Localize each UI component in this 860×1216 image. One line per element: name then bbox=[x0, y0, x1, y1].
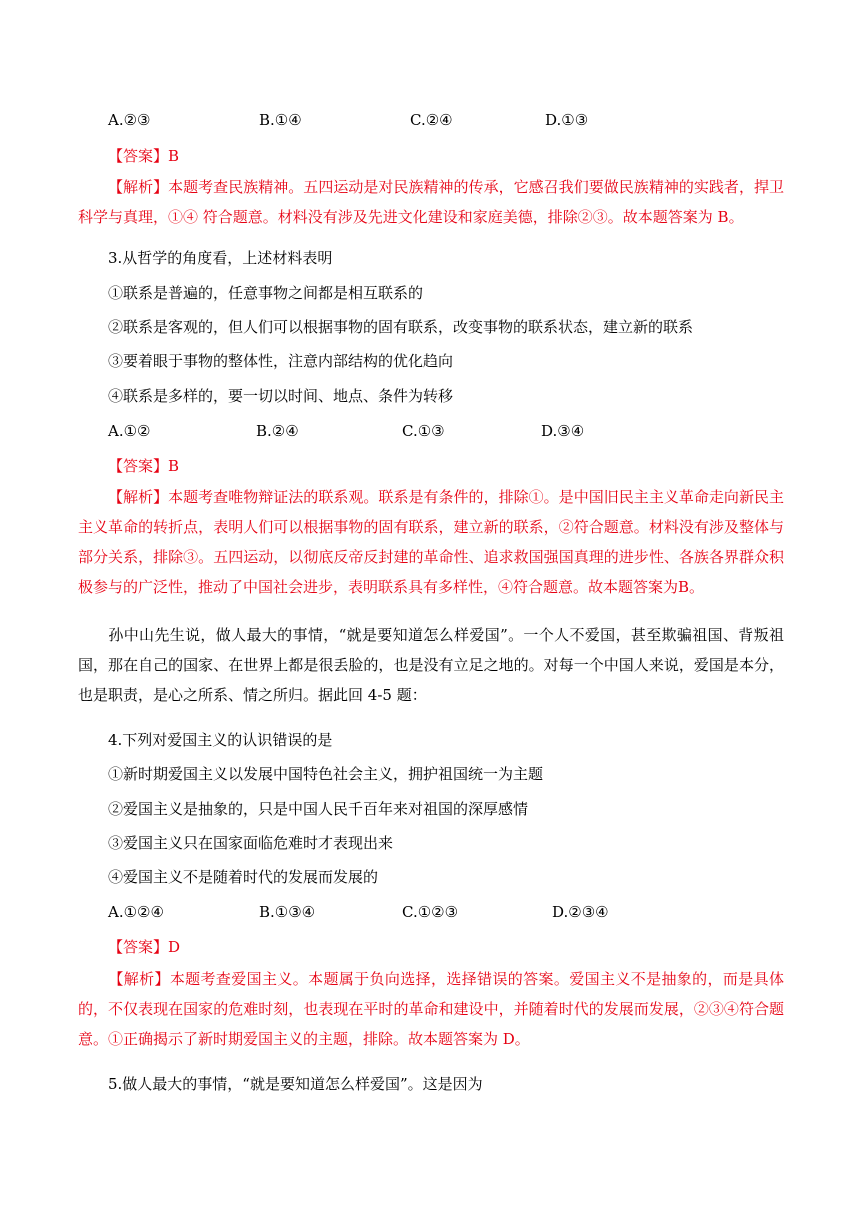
q4-item-3: ③爱国主义只在国家面临危难时才表现出来 bbox=[108, 834, 394, 852]
q4-analysis-text: 【解析】本题考查爱国主义。本题属于负向选择，选择错误的答案。爱国主义不是抽象的，而是具体的，不仅表现在国家的危难时刻，也表现在平时的革命和建设中，并随着时代的发展而发展，②③④符合题意。①正确揭示了新时期爱国主义的主题，排除。故本题答案为 D。 bbox=[78, 970, 784, 1048]
q2-analysis-text: 【解析】本题考查民族精神。五四运动是对民族精神的传承，它感召我们要做民族精神的实践者，捍卫科学与真理，①④ 符合题意。材料没有涉及先进文化建设和家庭美德，排除②③。故本题答案为 B。 bbox=[78, 178, 784, 226]
q3-item-3: ③要着眼于事物的整体性，注意内部结构的优化趋向 bbox=[108, 352, 454, 370]
q4-item-4: ④爱国主义不是随着时代的发展而发展的 bbox=[108, 868, 379, 886]
q3-option-a: A.①② bbox=[108, 422, 151, 440]
q2-option-a: A.②③ bbox=[108, 111, 151, 129]
q3-stem: 3.从哲学的角度看，上述材料表明 bbox=[108, 249, 333, 267]
q3-item-2: ②联系是客观的，但人们可以根据事物的固有联系，改变事物的联系状态，建立新的联系 bbox=[108, 318, 694, 336]
q4-item-2: ②爱国主义是抽象的，只是中国人民千百年来对祖国的深厚感情 bbox=[108, 800, 529, 818]
q3-analysis-text: 【解析】本题考查唯物辩证法的联系观。联系是有条件的，排除①。是中国旧民主主义革命走向新民主主义革命的转折点，表明人们可以根据事物的固有联系，建立新的联系，②符合题意。材料没有涉及整体与部分关系，排除③。五四运动，以彻底反帝反封建的革命性、追求救国强国真理的进步性、各族各界群众积极参与的广泛性，推动了中国社会进步，表明联系具有多样性，④符合题意。故本题答案为B。 bbox=[78, 488, 784, 596]
q2-analysis bbox=[78, 172, 784, 232]
q5-stem: 5.做人最大的事情，“就是要知道怎么样爱国”。这是因为 bbox=[108, 1075, 483, 1093]
q4-analysis bbox=[78, 964, 784, 1054]
q3-analysis bbox=[78, 482, 784, 602]
q4-options bbox=[0, 902, 860, 922]
q4-option-c: C.①②③ bbox=[402, 903, 459, 921]
q2-option-b: B.①④ bbox=[259, 111, 302, 129]
material-paragraph bbox=[78, 620, 784, 710]
q3-answer: 【答案】B bbox=[108, 457, 180, 475]
q4-option-a: A.①②④ bbox=[108, 903, 164, 921]
q4-item-1: ①新时期爱国主义以发展中国特色社会主义，拥护祖国统一为主题 bbox=[108, 765, 544, 783]
q2-answer: 【答案】B bbox=[108, 147, 180, 165]
q2-options bbox=[0, 110, 860, 130]
q3-option-b: B.②④ bbox=[256, 422, 299, 440]
q2-option-d: D.①③ bbox=[545, 111, 589, 129]
q3-option-c: C.①③ bbox=[402, 422, 445, 440]
q4-answer: 【答案】D bbox=[108, 938, 181, 956]
q3-item-4: ④联系是多样的，要一切以时间、地点、条件为转移 bbox=[108, 387, 454, 405]
q2-option-c: C.②④ bbox=[410, 111, 453, 129]
q4-option-b: B.①③④ bbox=[259, 903, 316, 921]
q3-item-1: ①联系是普遍的，任意事物之间都是相互联系的 bbox=[108, 284, 424, 302]
q3-options bbox=[0, 421, 860, 441]
q3-option-d: D.③④ bbox=[541, 422, 585, 440]
material-text: 孙中山先生说，做人最大的事情，“就是要知道怎么样爱国”。一个人不爱国，甚至欺骗祖国、背叛祖国，那在自己的国家、在世界上都是很丢脸的，也是没有立足之地的。对每一个中国人来说，爱国是本分，也是职责，是心之所系、情之所归。据此回 4-5 题： bbox=[78, 626, 784, 704]
q4-option-d: D.②③④ bbox=[552, 903, 609, 921]
q4-stem: 4.下列对爱国主义的认识错误的是 bbox=[108, 731, 333, 749]
